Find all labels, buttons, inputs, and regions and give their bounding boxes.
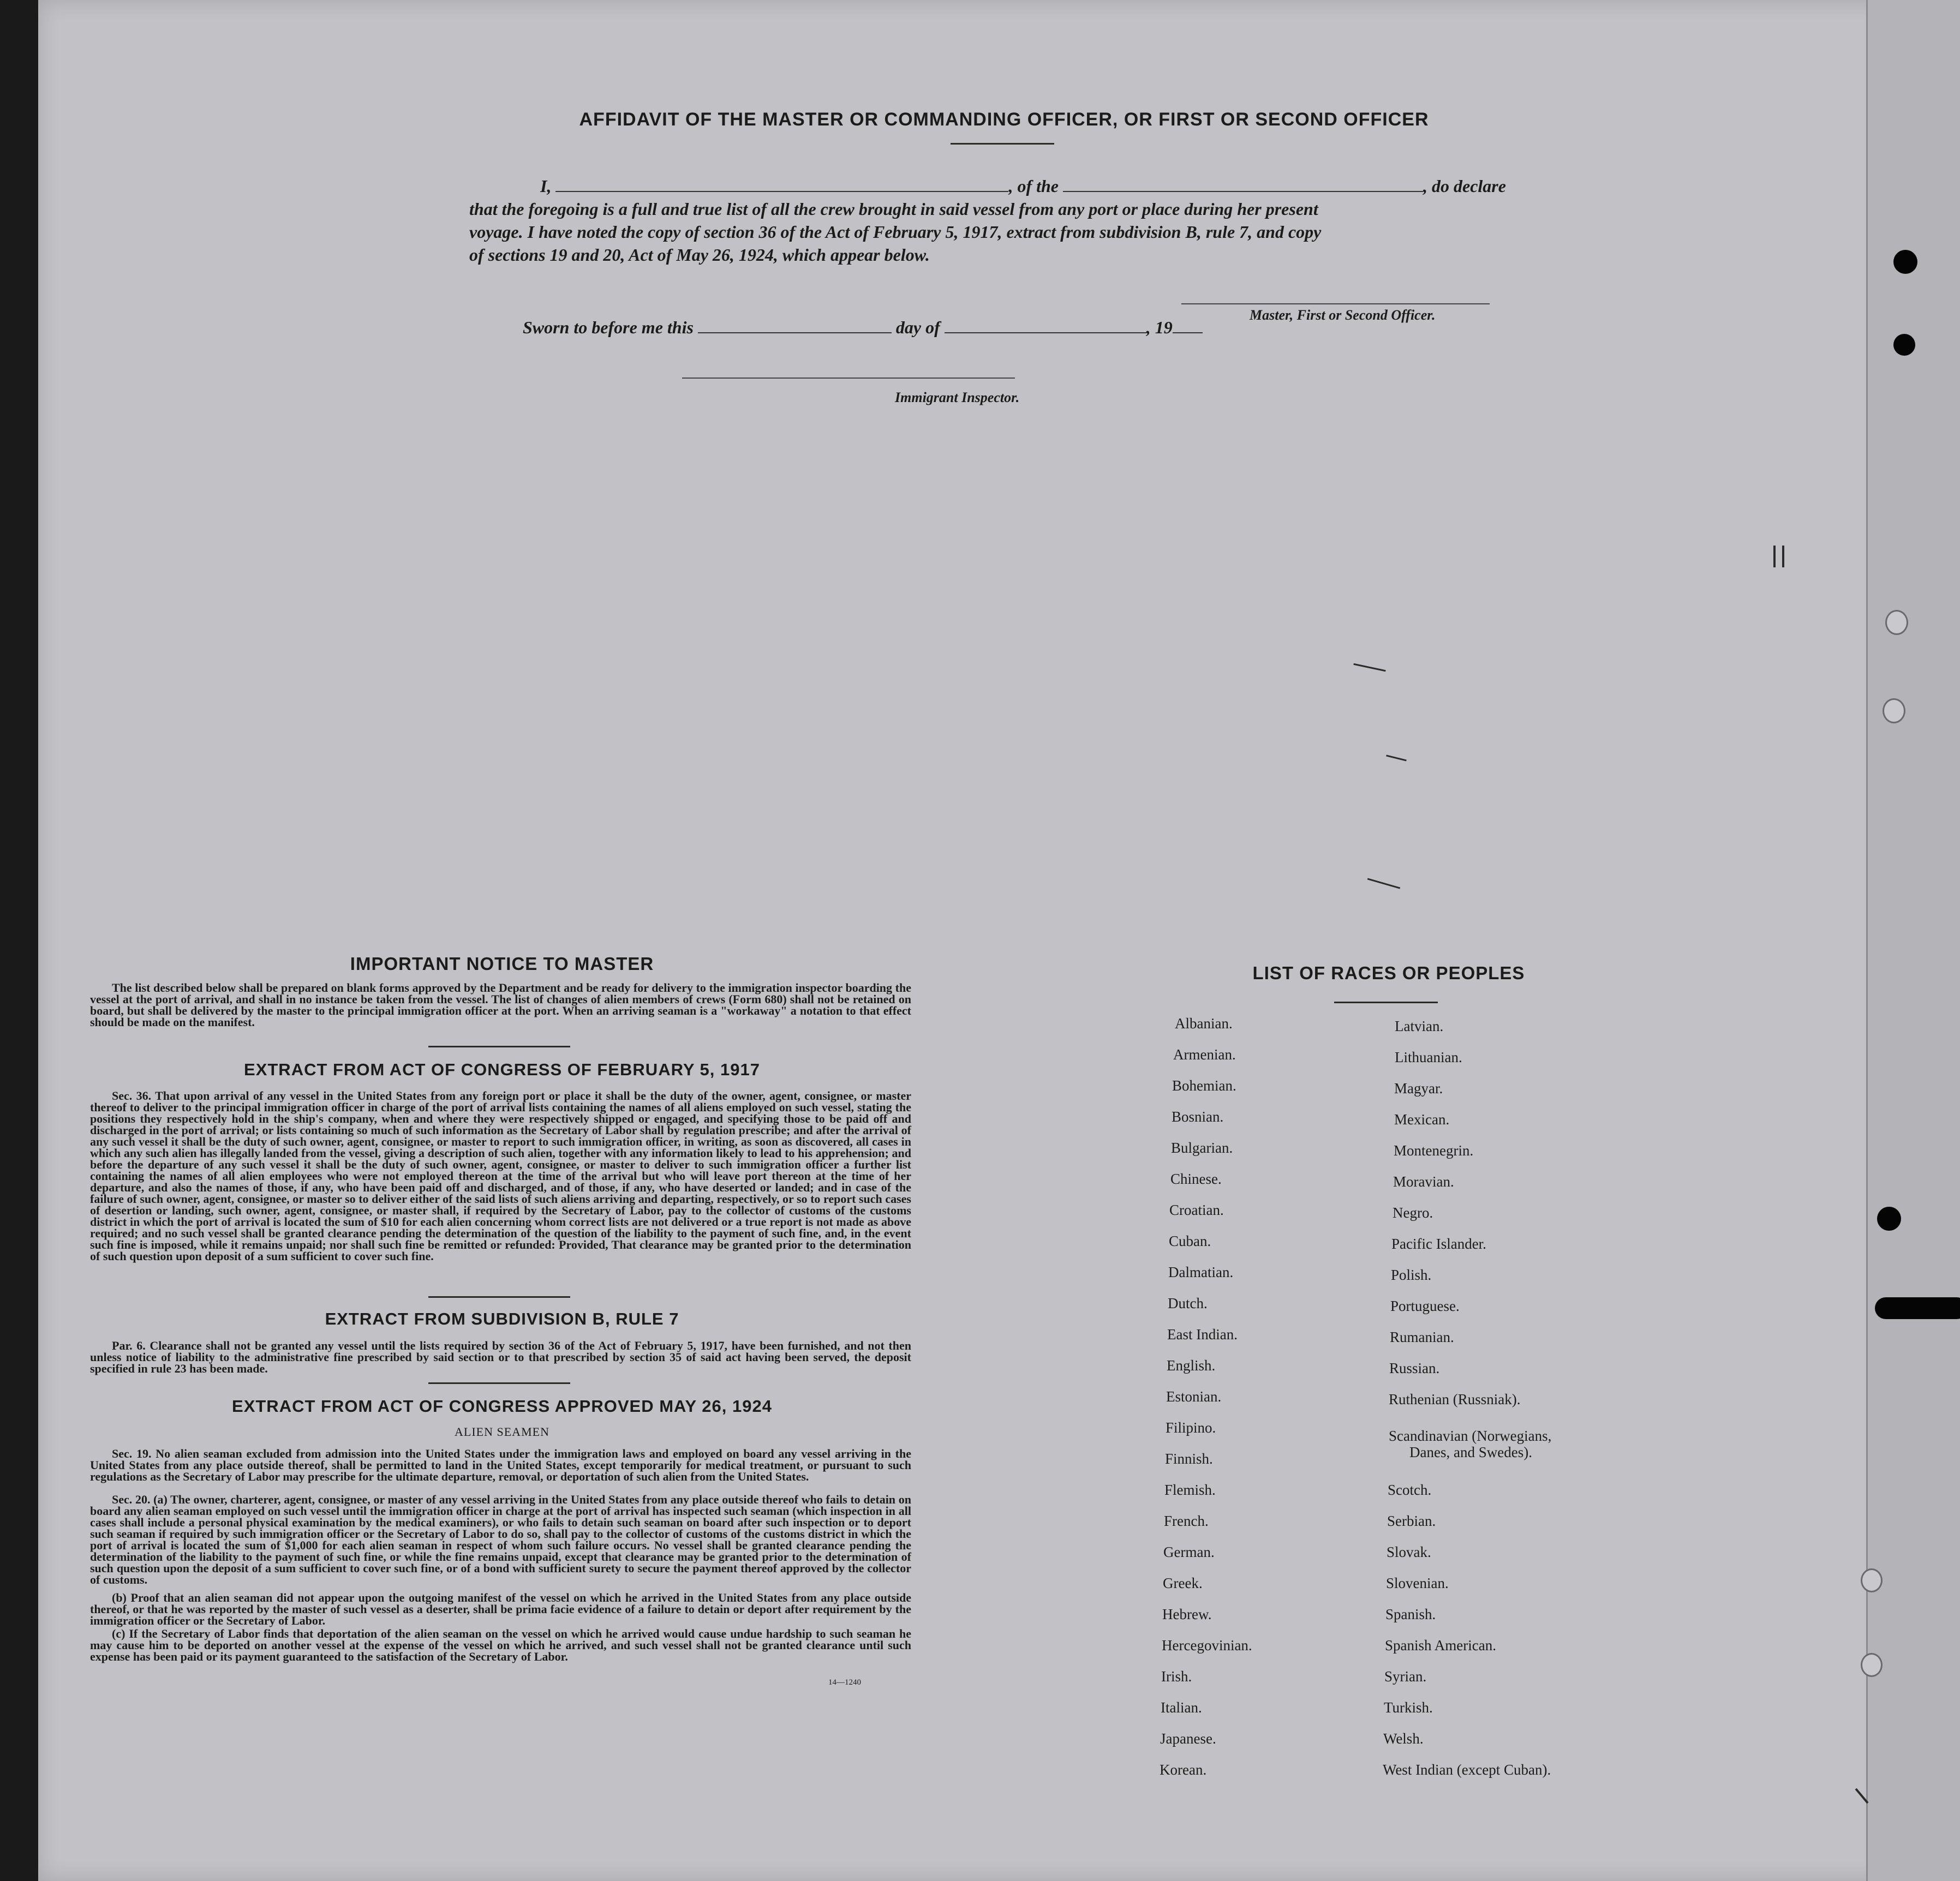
extract-1924-sec19: Sec. 19. No alien seaman excluded from admission into the United States under the immigration laws and employed on board any vessel arriving in the United States from any place outside thereof, shall be permitted to land in the United States, except temporarily for medical treatment, or pursuant to such regulations as the Secretary of Labor may prescribe for the ultimate departure, removal, or deportation of such alien from the United States. bbox=[90, 1447, 911, 1483]
race-item: Chinese. bbox=[1170, 1171, 1222, 1187]
race-item: Dutch. bbox=[1168, 1295, 1208, 1311]
affidavit-title: AFFIDAVIT OF THE MASTER OR COMMANDING OFFICER, OR FIRST OR SECOND OFFICER bbox=[579, 109, 1429, 130]
sworn-year-blank[interactable] bbox=[1173, 332, 1203, 333]
stray-mark bbox=[1782, 546, 1784, 567]
binder-hole bbox=[1893, 334, 1915, 356]
race-item: Japanese. bbox=[1160, 1730, 1216, 1747]
race-item: Dalmatian. bbox=[1168, 1264, 1234, 1280]
binder-hole bbox=[1883, 698, 1905, 723]
affidavit-line-4: of sections 19 and 20, Act of May 26, 1924, which appear below. bbox=[469, 245, 930, 265]
race-item: Greek. bbox=[1163, 1575, 1203, 1591]
inspector-signature-line[interactable] bbox=[682, 378, 1015, 379]
divider bbox=[428, 1296, 570, 1298]
master-signature-line[interactable] bbox=[1181, 303, 1490, 304]
inspector-label: Immigrant Inspector. bbox=[895, 390, 1020, 405]
race-item: Russian. bbox=[1389, 1360, 1440, 1376]
race-item: Turkish. bbox=[1384, 1699, 1433, 1716]
race-item: Negro. bbox=[1393, 1205, 1433, 1221]
alien-seamen-subtitle: ALIEN SEAMEN bbox=[455, 1425, 549, 1439]
affidavit-line-3: voyage. I have noted the copy of section 36 of the Act of February 5, 1917, extract from subdivision B, rule 7, and copy bbox=[469, 222, 1322, 242]
race-item: Albanian. bbox=[1175, 1015, 1233, 1032]
extract-1924-sec20a: Sec. 20. (a) The owner, charterer, agent, consignee, or master of any vessel arriving in the United States from any place outside thereof who fails to detain on board any alien seaman employed on such vessel until the immigration officer in charge at the port of arrival has inspected such seaman (which inspection in all cases shall include a personal physical examination by the medical examiners), or who fails to detain such seaman on board after such inspection or to deport such seaman if required by such immigration officer or the Secretary of Labor to do so, shall pay to the collector of customs of the customs district in which the port of arrival is located the sum of $1,000 for each alien seaman in respect of whom such failure occurs. No vessel shall be granted clearance pending the determination of the liability to the payment of such fine, or while the fine remains unpaid, except that clearance may be granted prior to the determination of such question upon the deposit of a sum sufficient to cover such fine, or of a bond with sufficient surety to secure the payment thereof approved by the collector of customs. bbox=[90, 1493, 911, 1586]
notice-text: The list described below shall be prepared on blank forms approved by the Department and be ready for delivery to the immigration inspector boarding the vessel at the port of arrival, and shall in no instance be taken from the vessel. The list of changes of alien members of crews (Form 680) shall not be retained on board, but shall be delivered by the master to the principal immigration officer at the port. When an arriving seaman is a "workaway" a notation to that effect should be made on the manifest. bbox=[90, 981, 911, 1029]
race-item: French. bbox=[1164, 1513, 1209, 1529]
affidavit-line-2: that the foregoing is a full and true list of all the crew brought in said vessel from any port or place during her present bbox=[469, 199, 1318, 219]
race-item: Magyar. bbox=[1394, 1080, 1443, 1097]
master-signature-label: Master, First or Second Officer. bbox=[1250, 307, 1436, 323]
race-item: Scotch. bbox=[1388, 1482, 1432, 1498]
race-item: Slovak. bbox=[1387, 1544, 1431, 1560]
race-item: Polish. bbox=[1391, 1267, 1432, 1283]
race-item: Bosnian. bbox=[1172, 1109, 1224, 1125]
affidavit-body: I, , of the , do declare that the foregoing is a full and true list of all the crew brought in said vessel from any port or place during her present voyage. I have noted the copy of section 36 of the Act of February 5, 1917, extract from subdivision B, rule 7, and copy of sections 19 and 20, Act of May 26, 1924, which appear below. bbox=[469, 175, 1528, 266]
race-item: Cuban. bbox=[1169, 1233, 1211, 1249]
binder-hole bbox=[1861, 1653, 1883, 1677]
race-item: Pacific Islander. bbox=[1391, 1236, 1486, 1252]
race-item: Filipino. bbox=[1166, 1419, 1216, 1436]
race-item: Slovenian. bbox=[1386, 1575, 1449, 1591]
race-item: Estonian. bbox=[1166, 1388, 1222, 1405]
stray-mark bbox=[1773, 546, 1776, 567]
race-item: Korean. bbox=[1160, 1762, 1207, 1778]
race-item: Hebrew. bbox=[1162, 1606, 1212, 1622]
divider bbox=[428, 1382, 570, 1384]
sworn-month-blank[interactable] bbox=[945, 332, 1146, 333]
race-item: Bohemian. bbox=[1172, 1077, 1236, 1094]
sworn-day-blank[interactable] bbox=[698, 332, 892, 333]
race-item: Flemish. bbox=[1164, 1482, 1216, 1498]
extract-1917-text: Sec. 36. That upon arrival of any vessel in the United States from any foreign port or place it shall be the duty of the owner, agent, consignee, or master thereof to deliver to the principal immigration officer in charge of the port of arrival lists containing the names of all aliens employed on such vessel, stating the positions they respectively hold in the ship's company, when and where they were respectively shipped or engaged, and specifying those to be paid off and discharged in the port of arrival; or lists containing so much of such information as the Secretary of Labor shall by regulation prescribe; and after the arrival of any such vessel it shall be the duty of such owner, agent, consignee, or master to report to such immigration officer, in writing, as soon as discovered, all cases in which any such alien has illegally landed from the vessel, giving a description of such alien, together with any information likely to lead to his apprehension; and before the departure of any such vessel it shall be the duty of such owner, agent, consignee, or master to deliver to such immigration officer a further list containing the names of all alien employees who were not employed thereon at the time of the arrival but who will leave port thereon at the time of her departure, and also the names of those, if any, who have been paid off and discharged, and of those, if any, who have deserted or landed; and in case of the failure of such owner, agent, consignee, or master so to deliver either of the said lists of such aliens arriving and departing, respectively, or so to report such cases of desertion or landing, such owner, agent, consignee, or master shall, if required by the Secretary of Labor, pay to the collector of customs of the customs district in which the port of arrival is located the sum of $10 for each alien concerning whom correct lists are not delivered or a true report is not made as above required; and no such vessel shall be granted clearance pending the determination of the question of the liability to the payment of such fine, and, in the event such fine is imposed, while it remains unpaid; nor shall such fine be remitted or refunded: Provided, That clearance may be granted prior to the determination of such question upon deposit of a sum sufficient to cover such fine. bbox=[90, 1089, 911, 1263]
binder-hole bbox=[1875, 1297, 1960, 1319]
race-item: Italian. bbox=[1161, 1699, 1202, 1716]
race-item: Danes, and Swedes). bbox=[1409, 1444, 1532, 1460]
race-item: English. bbox=[1167, 1357, 1216, 1374]
binder-hole bbox=[1893, 250, 1917, 274]
race-item: Armenian. bbox=[1173, 1046, 1236, 1063]
extract-1924-sec20c: (c) If the Secretary of Labor finds that deportation of the alien seaman on the vessel on which he arrived would cause undue hardship to such seaman he may cause him to be deported on another vessel at the expense of the vessel on which he arrived, and such vessel shall not be granted clearance until such expense has been paid or its payment guaranteed to the satisfaction of the Secretary of Labor. bbox=[90, 1627, 911, 1663]
race-item: Irish. bbox=[1161, 1668, 1192, 1685]
binder-hole bbox=[1877, 1207, 1901, 1231]
race-item: Finnish. bbox=[1165, 1451, 1213, 1467]
vessel-name-blank[interactable] bbox=[1063, 191, 1423, 192]
extract-1924-title: EXTRACT FROM ACT OF CONGRESS APPROVED MAY 26, 1924 bbox=[232, 1397, 772, 1416]
form-number: 14—1240 bbox=[828, 1678, 861, 1687]
officer-name-blank[interactable] bbox=[555, 191, 1008, 192]
race-item: German. bbox=[1163, 1544, 1215, 1560]
extract-1917-title: EXTRACT FROM ACT OF CONGRESS OF FEBRUARY 5, 1917 bbox=[244, 1060, 760, 1079]
race-item: Montenegrin. bbox=[1394, 1142, 1474, 1159]
race-item: Mexican. bbox=[1394, 1111, 1450, 1128]
extract-1924-sec20b: (b) Proof that an alien seaman did not appear upon the outgoing manifest of the vessel on which he arrived in the United States from any place outside thereof, or that he was reported by the master of such vessel as a deserter, shall be prima facie evidence of a failure to detain or deport after requirement by the immigration officer or the Secretary of Labor. bbox=[90, 1591, 911, 1627]
binding-edge bbox=[1866, 0, 1960, 1881]
binder-hole bbox=[1885, 610, 1908, 635]
race-item: Spanish. bbox=[1385, 1606, 1436, 1622]
extract-rule7-title: EXTRACT FROM SUBDIVISION B, RULE 7 bbox=[325, 1309, 679, 1328]
divider bbox=[428, 1046, 570, 1047]
race-item: Lithuanian. bbox=[1395, 1049, 1462, 1065]
race-item: Bulgarian. bbox=[1171, 1140, 1233, 1156]
race-item: Portuguese. bbox=[1390, 1298, 1460, 1314]
binder-hole bbox=[1861, 1568, 1883, 1592]
race-item: Rumanian. bbox=[1390, 1329, 1454, 1345]
race-item: Serbian. bbox=[1387, 1513, 1436, 1529]
race-item: Ruthenian (Russniak). bbox=[1389, 1391, 1521, 1407]
race-item: Croatian. bbox=[1169, 1202, 1224, 1218]
sworn-line: Sworn to before me this day of , 19 bbox=[523, 318, 1203, 338]
race-item: Latvian. bbox=[1395, 1018, 1444, 1034]
race-item: Spanish American. bbox=[1385, 1637, 1496, 1654]
race-item: Welsh. bbox=[1383, 1730, 1424, 1747]
race-item: Hercegovinian. bbox=[1162, 1637, 1252, 1654]
race-item: East Indian. bbox=[1167, 1326, 1238, 1343]
divider bbox=[1334, 1002, 1438, 1003]
race-item: Syrian. bbox=[1384, 1668, 1427, 1685]
extract-rule7-text: Par. 6. Clearance shall not be granted any vessel until the lists required by section 36 of the Act of February 5, 1917, have been furnished, and not then unless notice of liability to the administrative fine prescribed by said section or to that prescribed by section 35 of said act having been served, the deposit specified in rule 23 has been made. bbox=[90, 1339, 911, 1375]
title-underline bbox=[951, 143, 1054, 145]
notice-title: IMPORTANT NOTICE TO MASTER bbox=[350, 954, 654, 974]
race-item: Scandinavian (Norwegians, bbox=[1389, 1428, 1552, 1444]
race-item: Moravian. bbox=[1393, 1173, 1454, 1190]
races-title: LIST OF RACES OR PEOPLES bbox=[1252, 963, 1525, 983]
race-item: West Indian (except Cuban). bbox=[1383, 1762, 1551, 1778]
